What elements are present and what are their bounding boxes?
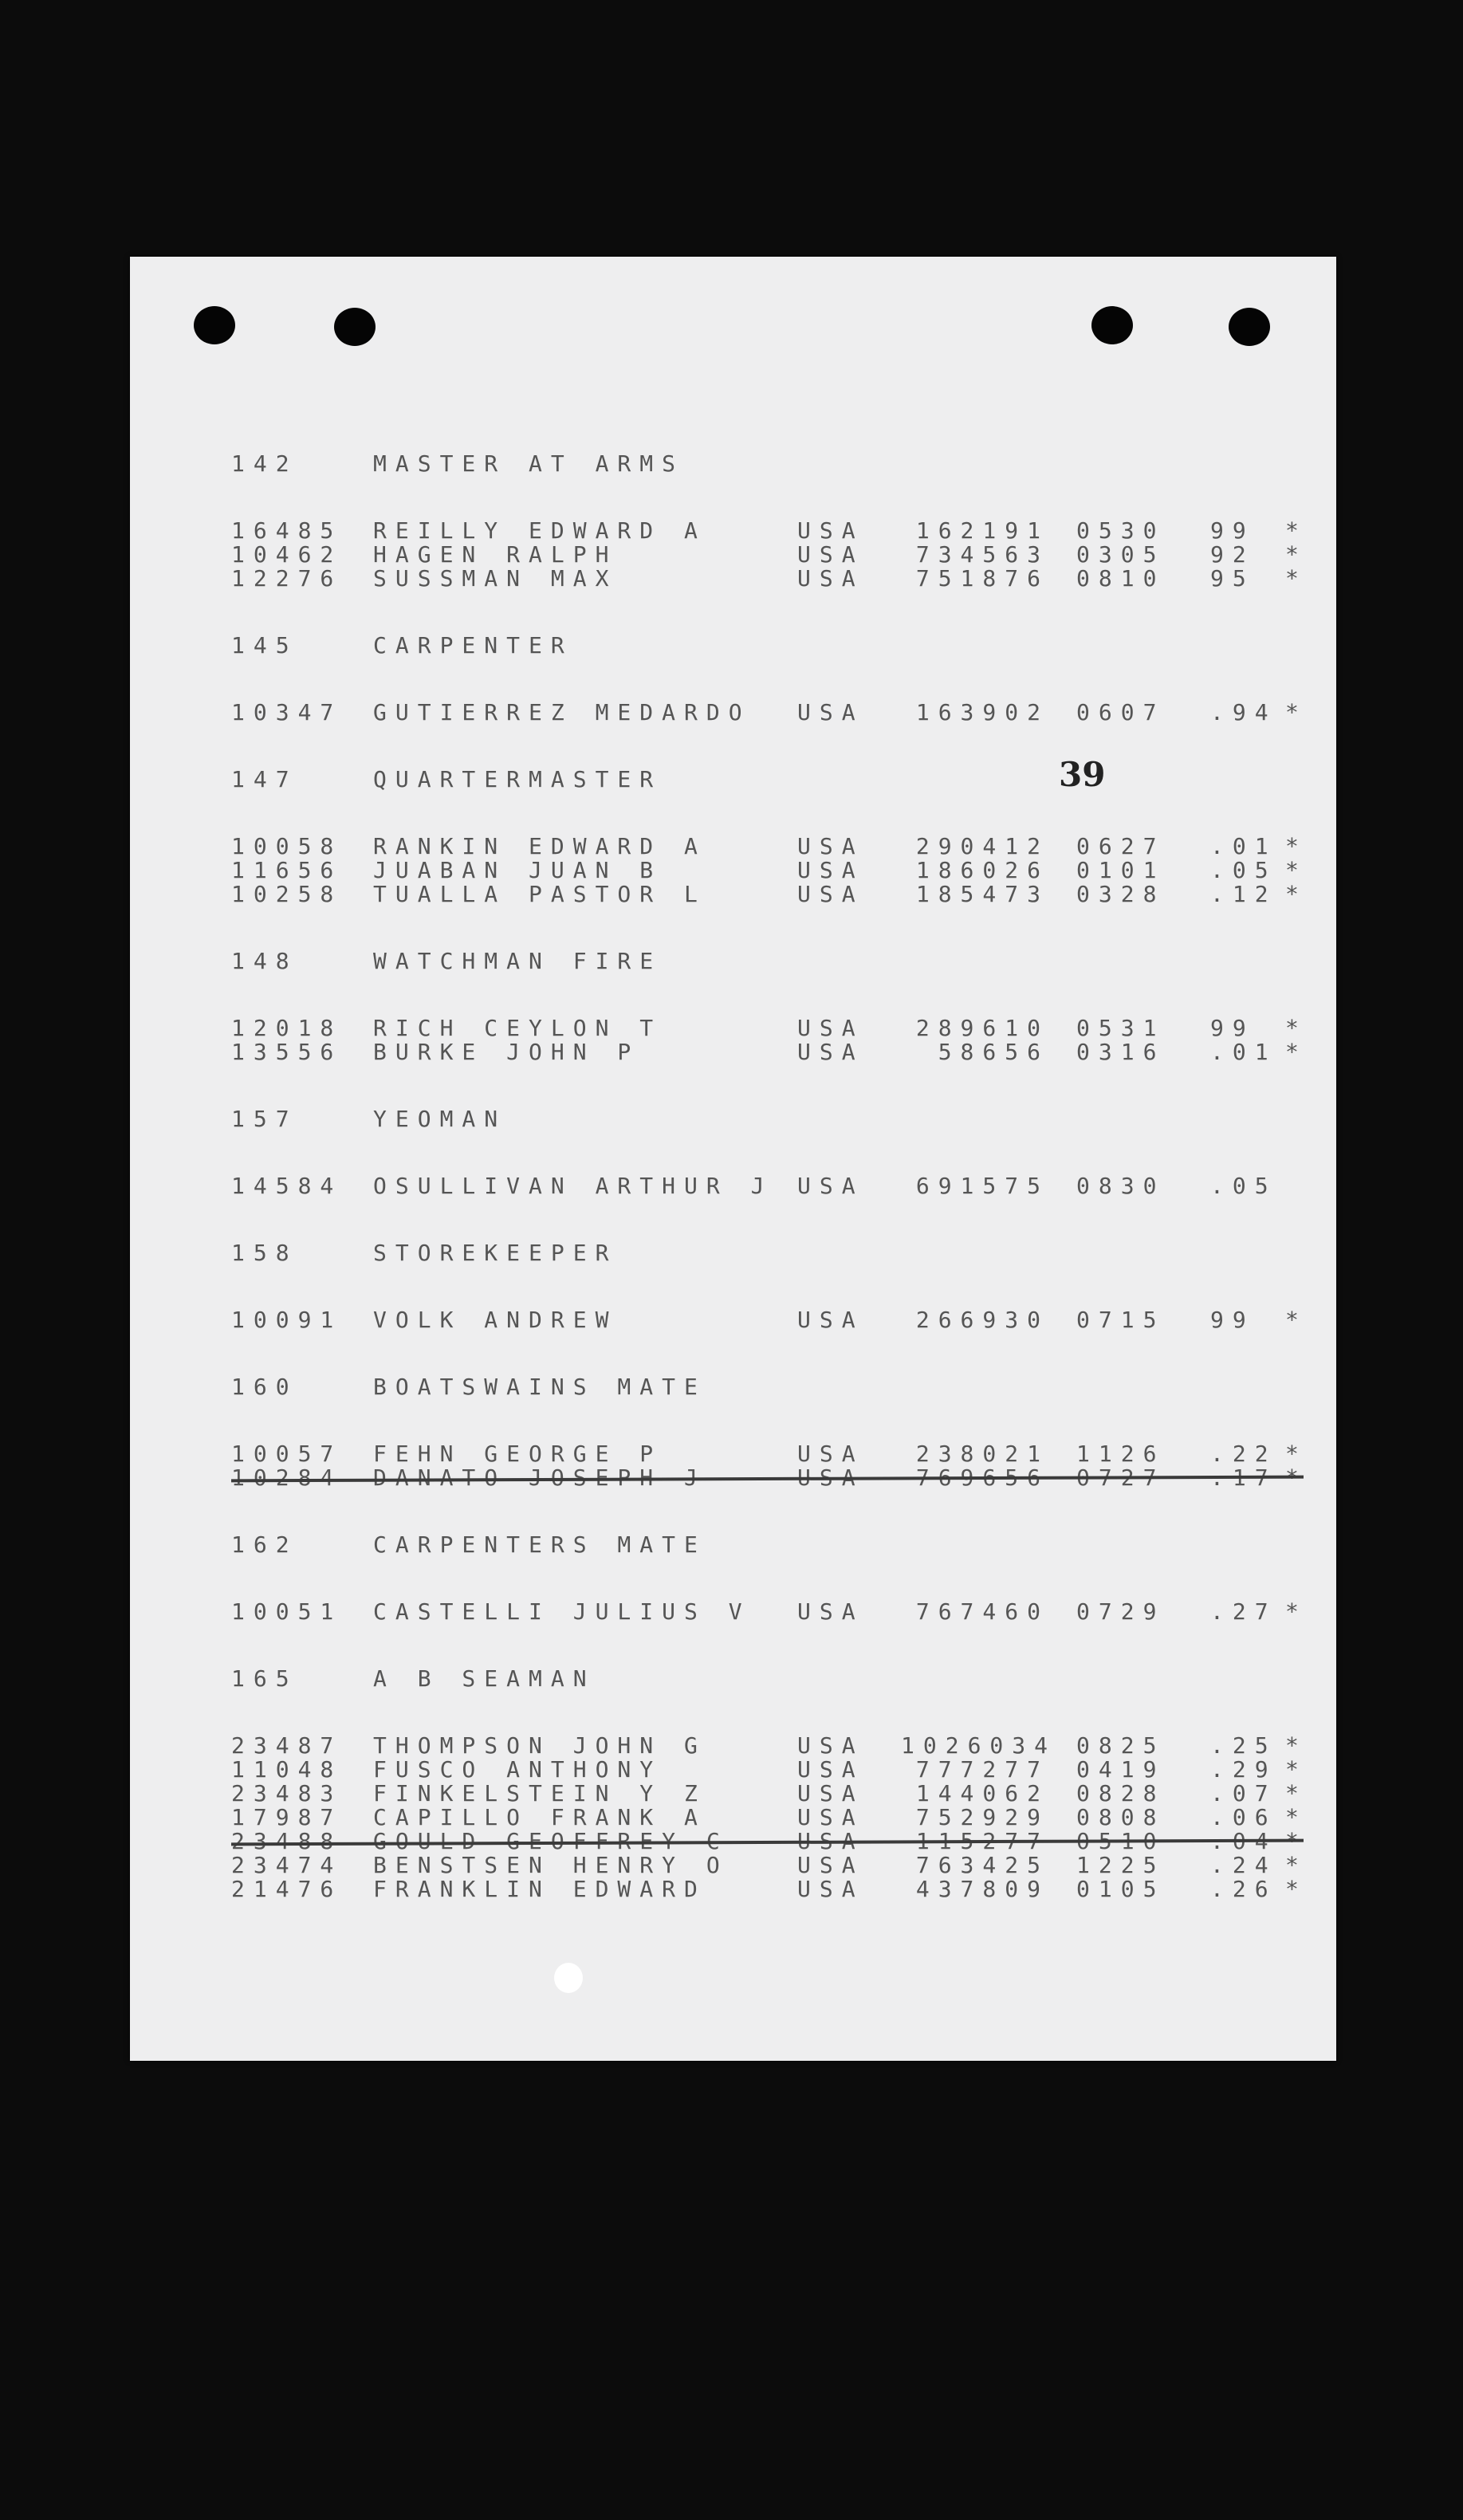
asterisk-mark: * (1285, 1756, 1308, 1783)
asterisk-mark: * (1285, 541, 1308, 568)
asterisk-mark: * (1285, 1852, 1308, 1878)
asterisk-mark: * (1285, 1598, 1308, 1625)
citizenship: USA (797, 1598, 864, 1625)
year-code: .01 (1210, 833, 1277, 859)
document-number: 777277 (915, 1756, 1049, 1783)
year-code: .06 (1210, 1804, 1277, 1830)
asterisk-mark: * (1285, 1307, 1308, 1333)
date-code: 0825 (1076, 1732, 1166, 1759)
date-code: 0531 (1076, 1015, 1166, 1041)
page-number-stamp: 39 (1059, 755, 1106, 794)
citizenship: USA (797, 565, 864, 592)
date-code: 1225 (1076, 1852, 1166, 1878)
crew-id: 10462 (231, 541, 343, 568)
date-code: 0715 (1076, 1307, 1166, 1333)
document-number: 58656 (938, 1039, 1049, 1065)
date-code: 0607 (1076, 699, 1166, 725)
document-number: 1026034 (901, 1732, 1057, 1759)
date-code: 0316 (1076, 1039, 1166, 1065)
year-code: 99 (1210, 517, 1255, 544)
date-code: 0727 (1076, 1464, 1166, 1491)
year-code: .12 (1210, 881, 1277, 907)
date-code: 0305 (1076, 541, 1166, 568)
document-number: 769656 (915, 1464, 1049, 1491)
year-code: .25 (1210, 1732, 1277, 1759)
rating-code: 157 (231, 1106, 298, 1132)
crew-id: 13556 (231, 1039, 343, 1065)
citizenship: USA (797, 1804, 864, 1830)
document-number: 290412 (915, 833, 1049, 859)
date-code: 0530 (1076, 517, 1166, 544)
crew-id: 23483 (231, 1780, 343, 1806)
document-number: 734563 (915, 541, 1049, 568)
document-number: 266930 (915, 1307, 1049, 1333)
rating-title: CARPENTER (373, 632, 573, 659)
document-number: 185473 (915, 881, 1049, 907)
citizenship: USA (797, 1441, 864, 1467)
paper-blemish (554, 1963, 583, 1993)
rating-title: WATCHMAN FIRE (373, 948, 663, 974)
crew-id: 10258 (231, 881, 343, 907)
crew-name: BENSTSEN HENRY O (373, 1852, 729, 1878)
document-number: 162191 (915, 517, 1049, 544)
crew-name: BURKE JOHN P (373, 1039, 640, 1065)
rating-title: STOREKEEPER (373, 1240, 618, 1266)
year-code: .27 (1210, 1598, 1277, 1625)
document-number: 289610 (915, 1015, 1049, 1041)
document-number: 752929 (915, 1804, 1049, 1830)
crew-id: 16485 (231, 517, 343, 544)
rating-code: 160 (231, 1374, 298, 1400)
year-code: .01 (1210, 1039, 1277, 1065)
citizenship: USA (797, 1173, 864, 1199)
citizenship: USA (797, 1464, 864, 1491)
year-code: .05 (1210, 857, 1277, 883)
crew-name: GUTIERREZ MEDARDO (373, 699, 751, 725)
crew-name: FRANKLIN EDWARD (373, 1876, 706, 1902)
document-number: 437809 (915, 1876, 1049, 1902)
asterisk-mark: * (1285, 857, 1308, 883)
crew-name: REILLY EDWARD A (373, 517, 706, 544)
year-code: 92 (1210, 541, 1255, 568)
rating-title: BOATSWAINS MATE (373, 1374, 706, 1400)
rating-code: 142 (231, 450, 298, 477)
crew-name: THOMPSON JOHN G (373, 1732, 706, 1759)
year-code: 95 (1210, 565, 1255, 592)
crew-id: 10091 (231, 1307, 343, 1333)
asterisk-mark: * (1285, 1804, 1308, 1830)
date-code: 0808 (1076, 1804, 1166, 1830)
document-number: 163902 (915, 699, 1049, 725)
rating-code: 148 (231, 948, 298, 974)
citizenship: USA (797, 541, 864, 568)
year-code: .24 (1210, 1852, 1277, 1878)
date-code: 0328 (1076, 881, 1166, 907)
crew-id: 14584 (231, 1173, 343, 1199)
crew-id: 12276 (231, 565, 343, 592)
asterisk-mark: * (1285, 699, 1308, 725)
crew-id: 11048 (231, 1756, 343, 1783)
asterisk-mark: * (1285, 1732, 1308, 1759)
citizenship: USA (797, 1852, 864, 1878)
crew-id: 10347 (231, 699, 343, 725)
asterisk-mark: * (1285, 1464, 1308, 1491)
year-code: .17 (1210, 1464, 1277, 1491)
crew-id: 23487 (231, 1732, 343, 1759)
crew-id: 10057 (231, 1441, 343, 1467)
crew-name: CAPILLO FRANK A (373, 1804, 706, 1830)
asterisk-mark: * (1285, 565, 1308, 592)
rating-code: 158 (231, 1240, 298, 1266)
citizenship: USA (797, 881, 864, 907)
crew-id: 10051 (231, 1598, 343, 1625)
rating-code: 147 (231, 766, 298, 792)
crew-id: 23474 (231, 1852, 343, 1878)
rating-code: 145 (231, 632, 298, 659)
date-code: 0101 (1076, 857, 1166, 883)
document-page (130, 257, 1336, 2061)
citizenship: USA (797, 1828, 864, 1854)
year-code: .26 (1210, 1876, 1277, 1902)
crew-name: FEHN GEORGE P (373, 1441, 663, 1467)
document-number: 691575 (915, 1173, 1049, 1199)
crew-name: OSULLIVAN ARTHUR J (373, 1173, 773, 1199)
rating-title: YEOMAN (373, 1106, 507, 1132)
rating-code: 165 (231, 1665, 298, 1692)
crew-name: RICH CEYLON T (373, 1015, 663, 1041)
year-code: .07 (1210, 1780, 1277, 1806)
asterisk-mark: * (1285, 1015, 1308, 1041)
date-code: 0419 (1076, 1756, 1166, 1783)
asterisk-mark: * (1285, 1780, 1308, 1806)
crew-id: 10284 (231, 1464, 343, 1491)
document-number: 144062 (915, 1780, 1049, 1806)
asterisk-mark: * (1285, 1039, 1308, 1065)
crew-id: 11656 (231, 857, 343, 883)
punch-hole (1229, 308, 1270, 346)
crew-id: 10058 (231, 833, 343, 859)
date-code: 1126 (1076, 1441, 1166, 1467)
punch-hole (194, 306, 235, 344)
punch-hole (334, 308, 376, 346)
date-code: 0510 (1076, 1828, 1166, 1854)
citizenship: USA (797, 1756, 864, 1783)
year-code: .04 (1210, 1828, 1277, 1854)
crew-id: 23488 (231, 1828, 343, 1854)
crew-name: DANATO JOSEPH J (373, 1464, 706, 1491)
crew-id: 12018 (231, 1015, 343, 1041)
crew-name: SUSSMAN MAX (373, 565, 618, 592)
year-code: .94 (1210, 699, 1277, 725)
citizenship: USA (797, 1732, 864, 1759)
date-code: 0627 (1076, 833, 1166, 859)
document-number: 186026 (915, 857, 1049, 883)
crew-name: FINKELSTEIN Y Z (373, 1780, 706, 1806)
citizenship: USA (797, 699, 864, 725)
year-code: 99 (1210, 1307, 1255, 1333)
crew-name: FUSCO ANTHONY (373, 1756, 663, 1783)
document-number: 751876 (915, 565, 1049, 592)
crew-name: TUALLA PASTOR L (373, 881, 706, 907)
asterisk-mark: * (1285, 1876, 1308, 1902)
asterisk-mark: * (1285, 881, 1308, 907)
rating-code: 162 (231, 1531, 298, 1558)
year-code: .29 (1210, 1756, 1277, 1783)
crew-id: 21476 (231, 1876, 343, 1902)
year-code: .22 (1210, 1441, 1277, 1467)
crew-name: GOULD GEOFFREY C (373, 1828, 729, 1854)
rating-title: CARPENTERS MATE (373, 1531, 706, 1558)
document-number: 115277 (915, 1828, 1049, 1854)
date-code: 0810 (1076, 565, 1166, 592)
year-code: 99 (1210, 1015, 1255, 1041)
citizenship: USA (797, 1039, 864, 1065)
crew-name: RANKIN EDWARD A (373, 833, 706, 859)
punch-hole (1091, 306, 1133, 344)
date-code: 0729 (1076, 1598, 1166, 1625)
citizenship: USA (797, 1015, 864, 1041)
date-code: 0830 (1076, 1173, 1166, 1199)
date-code: 0828 (1076, 1780, 1166, 1806)
document-number: 763425 (915, 1852, 1049, 1878)
citizenship: USA (797, 1307, 864, 1333)
rating-title: MASTER AT ARMS (373, 450, 685, 477)
rating-title: A B SEAMAN (373, 1665, 596, 1692)
crew-name: JUABAN JUAN B (373, 857, 663, 883)
citizenship: USA (797, 1780, 864, 1806)
asterisk-mark: * (1285, 517, 1308, 544)
asterisk-mark: * (1285, 1828, 1308, 1854)
crew-name: CASTELLI JULIUS V (373, 1598, 751, 1625)
crew-name: HAGEN RALPH (373, 541, 618, 568)
citizenship: USA (797, 517, 864, 544)
citizenship: USA (797, 1876, 864, 1902)
asterisk-mark: * (1285, 1441, 1308, 1467)
citizenship: USA (797, 833, 864, 859)
crew-name: VOLK ANDREW (373, 1307, 618, 1333)
crew-id: 17987 (231, 1804, 343, 1830)
document-number: 767460 (915, 1598, 1049, 1625)
asterisk-mark: * (1285, 833, 1308, 859)
rating-title: QUARTERMASTER (373, 766, 663, 792)
year-code: .05 (1210, 1173, 1277, 1199)
date-code: 0105 (1076, 1876, 1166, 1902)
citizenship: USA (797, 857, 864, 883)
document-number: 238021 (915, 1441, 1049, 1467)
